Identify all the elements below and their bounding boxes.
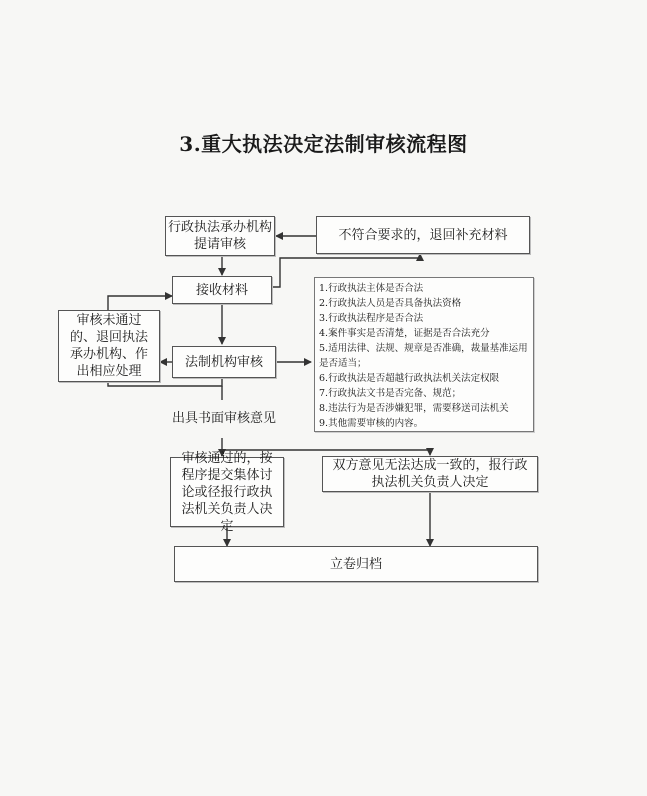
review-criteria-box xyxy=(314,277,534,432)
criteria-item: 4.案件事实是否清楚，证据是否合法充分 xyxy=(319,328,490,339)
disagree-box xyxy=(322,456,538,492)
criteria-item: 6.行政执法是否超越行政执法机关法定权限 xyxy=(319,373,500,384)
submit-box xyxy=(165,216,275,256)
submit-label: 行政执法承办机构提请审核 xyxy=(167,220,272,252)
criteria-item: 9.其他需要审核的内容。 xyxy=(319,418,424,429)
archive-label: 立卷归档 xyxy=(329,556,382,572)
criteria-item: 3.行政执法程序是否合法 xyxy=(319,313,424,324)
pass-process-label: 审核通过的，按程序提交集体讨论或径报行政执法机关负责人决定 xyxy=(181,450,273,534)
criteria-item: 2.行政执法人员是否具备执法资格 xyxy=(319,298,462,309)
pass-process-box xyxy=(170,450,284,534)
archive-box xyxy=(174,546,538,582)
return-supplement-label: 不符合要求的，退回补充材料 xyxy=(338,227,508,243)
fail-return-box xyxy=(58,310,160,382)
receive-box xyxy=(172,276,272,304)
fail-return-label: 审核未通过的、退回执法承办机构、作出相应处理 xyxy=(69,313,148,379)
criteria-item: 5.适用法律、法规、规章是否准确，裁量基准运用是否适当； xyxy=(319,343,528,369)
criteria-item: 7.行政执法文书是否完备、规范； xyxy=(319,388,462,399)
legal-review-label: 法制机构审核 xyxy=(184,354,263,370)
receive-label: 接收材料 xyxy=(195,282,248,298)
page-title: 3.重大执法决定法制审核流程图 xyxy=(179,132,468,156)
written-opinion-text: 出具书面审核意见 xyxy=(172,411,277,426)
line-fail-to-receive xyxy=(108,296,172,310)
criteria-item: 1.行政执法主体是否合法 xyxy=(319,283,424,294)
legal-review-box xyxy=(172,346,276,378)
criteria-item: 8.违法行为是否涉嫌犯罪，需要移送司法机关 xyxy=(319,403,509,414)
disagree-label: 双方意见无法达成一致的，报行政执法机关负责人决定 xyxy=(332,458,528,490)
return-supplement-box xyxy=(316,216,530,254)
